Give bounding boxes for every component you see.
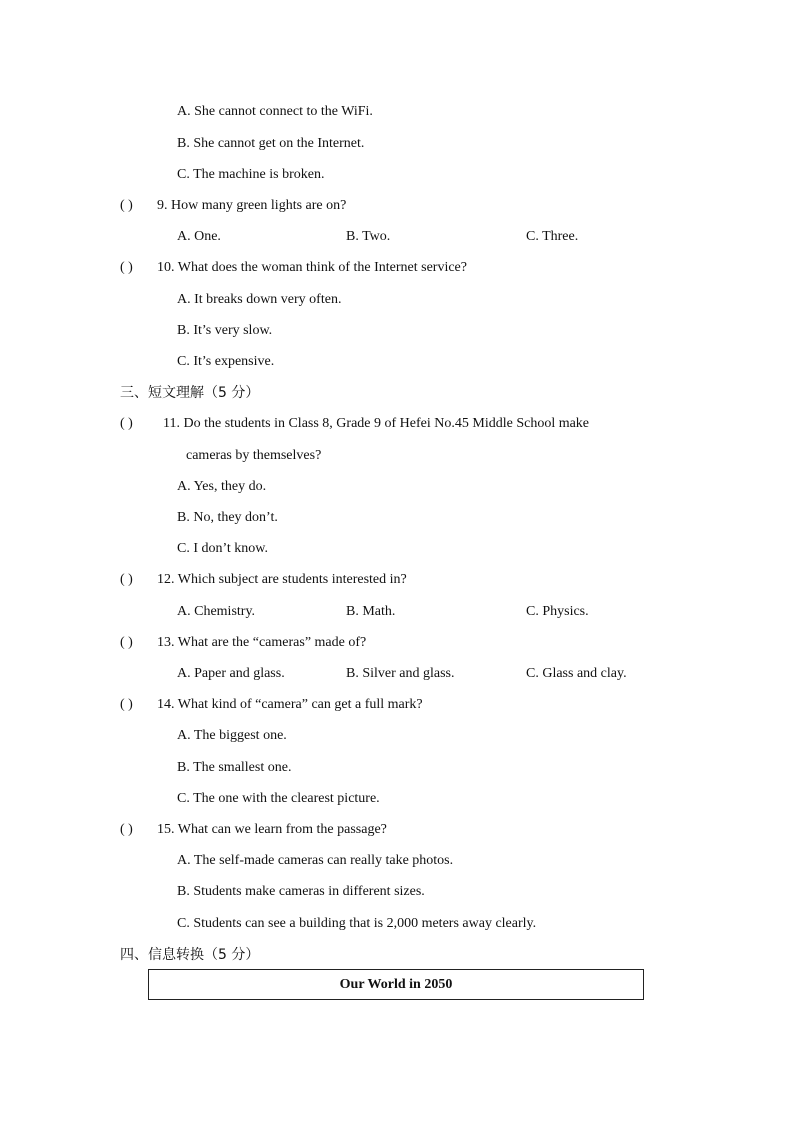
q12-option-c: C. Physics. [526, 604, 589, 619]
q10-answer-blank[interactable]: ( ) [120, 260, 133, 275]
q13-answer-blank[interactable]: ( ) [120, 635, 133, 650]
q12-option-b: B. Math. [346, 604, 396, 619]
q15-option-b: B. Students make cameras in different sizes. [177, 884, 425, 899]
q9-option-a: A. One. [177, 229, 221, 244]
q15-option-c: C. Students can see a building that is 2,000 meters away clearly. [177, 916, 537, 931]
table-title: Our World in 2050 [339, 977, 453, 992]
q8-option-c: C. The machine is broken. [177, 167, 325, 182]
q11-option-b: B. No, they don’t. [177, 510, 278, 525]
section-3-heading: 三、短文理解（5 分） [120, 385, 260, 401]
q8-option-b: B. She cannot get on the Internet. [177, 136, 365, 151]
q13-text: 13. What are the “cameras” made of? [157, 635, 367, 650]
q9-answer-blank[interactable]: ( ) [120, 198, 133, 213]
q15-option-a: A. The self-made cameras can really take photos. [177, 853, 454, 868]
q14-answer-blank[interactable]: ( ) [120, 697, 133, 712]
q12-option-a: A. Chemistry. [177, 604, 256, 619]
q12-text: 12. Which subject are students interested in? [157, 572, 407, 587]
q10-option-a: A. It breaks down very often. [177, 292, 342, 307]
q10-option-c: C. It’s expensive. [177, 354, 275, 369]
q10-option-b: B. It’s very slow. [177, 323, 273, 338]
q11-option-c: C. I don’t know. [177, 541, 268, 556]
table-title-box [148, 969, 644, 1000]
q14-option-b: B. The smallest one. [177, 760, 292, 775]
q11-text-continued: cameras by themselves? [186, 448, 322, 463]
q11-option-a: A. Yes, they do. [177, 479, 267, 494]
q14-option-a: A. The biggest one. [177, 728, 287, 743]
q9-option-c: C. Three. [526, 229, 579, 244]
q11-answer-blank[interactable]: ( ) [120, 416, 133, 431]
q13-option-c: C. Glass and clay. [526, 666, 627, 681]
q13-option-b: B. Silver and glass. [346, 666, 455, 681]
q9-option-b: B. Two. [346, 229, 391, 244]
section-4-heading: 四、信息转换（5 分） [120, 947, 260, 963]
q15-answer-blank[interactable]: ( ) [120, 822, 133, 837]
q14-option-c: C. The one with the clearest picture. [177, 791, 380, 806]
q13-option-a: A. Paper and glass. [177, 666, 285, 681]
q14-text: 14. What kind of “camera” can get a full mark? [157, 697, 423, 712]
q15-text: 15. What can we learn from the passage? [157, 822, 387, 837]
q8-option-a: A. She cannot connect to the WiFi. [177, 104, 373, 119]
q11-text: 11. Do the students in Class 8, Grade 9 of Hefei No.45 Middle School make [163, 416, 590, 431]
q12-answer-blank[interactable]: ( ) [120, 572, 133, 587]
q10-text: 10. What does the woman think of the Internet service? [157, 260, 467, 275]
q9-text: 9. How many green lights are on? [157, 198, 347, 213]
